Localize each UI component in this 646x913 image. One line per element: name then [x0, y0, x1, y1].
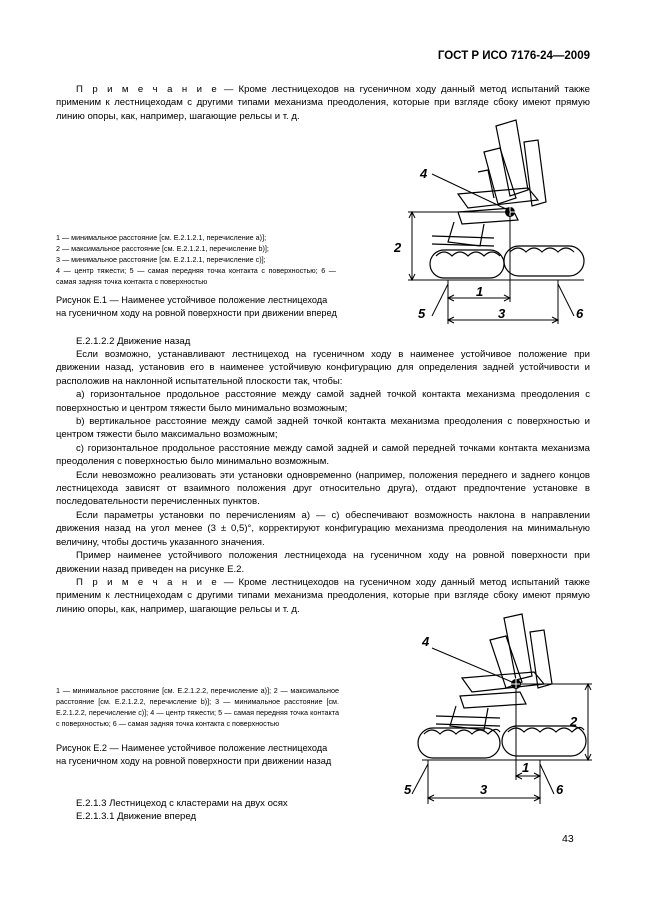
figure-2-label-4: 4 [422, 634, 430, 649]
figure-1-legend-item: 2 — максимальное расстояние [см. E.2.1.2.1, перечисление b)]; [56, 243, 269, 253]
paragraph: Если параметры установки по перечислениям a) — c) обеспечивают возможность наклона в направлении движения назад на угол менее (3 ± 0,5)°, корректируют конфигурацию механизма преодоления на минимальную величину, чтобы достичь указанного значения. [56, 509, 590, 548]
figure-1-label-2: 2 [394, 240, 402, 255]
list-item-c: c) горизонтальное продольное расстояние между самой задней и самой передней точками контакта механизма преодоления с поверхностью было минимально возможным. [56, 442, 590, 468]
figure-2-caption: Рисунок E.2 — Наименее устойчивое положение лестницехода на гусеничном ходу на ровной поверхности при движении назад [56, 743, 332, 766]
figure-2-label-6: 6 [556, 782, 564, 797]
figure-2-label-5: 5 [404, 782, 412, 797]
figure-1-drawing [388, 112, 598, 328]
subsection-heading: E.2.1.3.1 Движение вперед [76, 811, 197, 822]
figure-1-legend-item: 1 — минимальное расстояние [см. E.2.1.2.1, перечисление a)]; [56, 233, 267, 242]
note-1-text: — Кроме лестницеходов на гусеничном ходу данный метод испытаний также применим к лестницеходам с другими типами механизма преодоления, которые при взгляде сбоку имеют прямую линию опоры, как, например, шагающие рельсы и т. д. [56, 84, 590, 122]
note-1-label: П р и м е ч а н и е [76, 84, 219, 95]
figure-2-label-1: 1 [522, 760, 530, 775]
stair-climber-drawing [430, 120, 584, 278]
figure-1-caption: Рисунок E.1 — Наименее устойчивое положение лестницехода на гусеничном ходу на ровной поверхности при движении вперед [56, 295, 337, 318]
section-heading: E.2.1.3 Лестницеход с кластерами на двух осях [76, 798, 288, 809]
note-2-label: П р и м е ч а н и е [76, 576, 219, 588]
figure-2-label-2: 2 [570, 714, 578, 729]
section-heading: E.2.1.2.2 Движение назад [76, 336, 191, 347]
figure-1-legend [56, 233, 336, 288]
figure-1-label-3: 3 [498, 306, 506, 321]
stair-climber-drawing [418, 614, 586, 758]
note-2-text: — Кроме лестницеходов на гусеничном ходу данный метод испытаний также применим к лестницеходам с другими типами механизма преодоления, которые при взгляде сбоку имеют прямую линию опоры, как, например, шагающие рельсы и т. д. [56, 576, 590, 615]
figure-1-label-4: 4 [420, 166, 428, 181]
figure-1-legend-item: 3 — минимальное расстояние [см. E.2.1.2.1, перечисление c)]; [56, 254, 266, 264]
figure-1-label-5: 5 [418, 306, 426, 321]
note-2 [56, 576, 590, 616]
paragraph: Если невозможно реализовать эти установки одновременно (например, положения переднего и заднего концов лестницехода зависят от взаимного положения друг относительно друга), отдают предпочтение установке в последовательности перечисленных пунктов. [56, 469, 590, 508]
paragraph: Если возможно, устанавливают лестницеход на гусеничном ходу в наименее устойчивое положение при движении назад, установив его в наименее устойчивую конфигурацию для определения задней устойчивости и расположив на наклонной испытательной плоскости так, чтобы: [56, 349, 590, 387]
figure-2-label-3: 3 [480, 782, 488, 797]
document-header: ГОСТ Р ИСО 7176-24—2009 [437, 50, 590, 62]
figure-2-drawing [392, 612, 598, 804]
figure-2-legend: 1 — минимальное расстояние [см. E.2.1.2.2, перечисление a)]; 2 — максимальное расстояние [см. E.2.1.2.2, перечисление b)]; 3 — минимальное расстояние [см. E.2.1.2.2, перечисление c)]; 4 — центр тяжести; 5 — самая передняя точка контакта с поверхностью; 6 — самая задняя точка контакта с поверхностью [56, 686, 339, 728]
figure-1-label-1: 1 [476, 284, 484, 299]
section-body [56, 348, 590, 616]
page-number: 43 [562, 833, 574, 845]
list-item-b: b) вертикальное расстояние между самой задней точкой контакта механизма преодоления с поверхностью и центром тяжести было максимально возможным; [56, 416, 590, 441]
list-item-a: a) горизонтальное продольное расстояние между самой задней точкой контакта механизма преодоления с поверхностью и центром тяжести было минимально возможным; [56, 389, 590, 414]
figure-1-label-6: 6 [576, 306, 584, 321]
figure-1-legend-item: 4 — центр тяжести; 5 — самая передняя точка контакта с поверхностью; 6 — самая задняя точка контакта с поверхностью [56, 265, 336, 286]
paragraph: Пример наименее устойчивого положения лестницехода на гусеничном ходу на ровной поверхности при движении назад приведен на рисунке E.2. [56, 550, 590, 575]
